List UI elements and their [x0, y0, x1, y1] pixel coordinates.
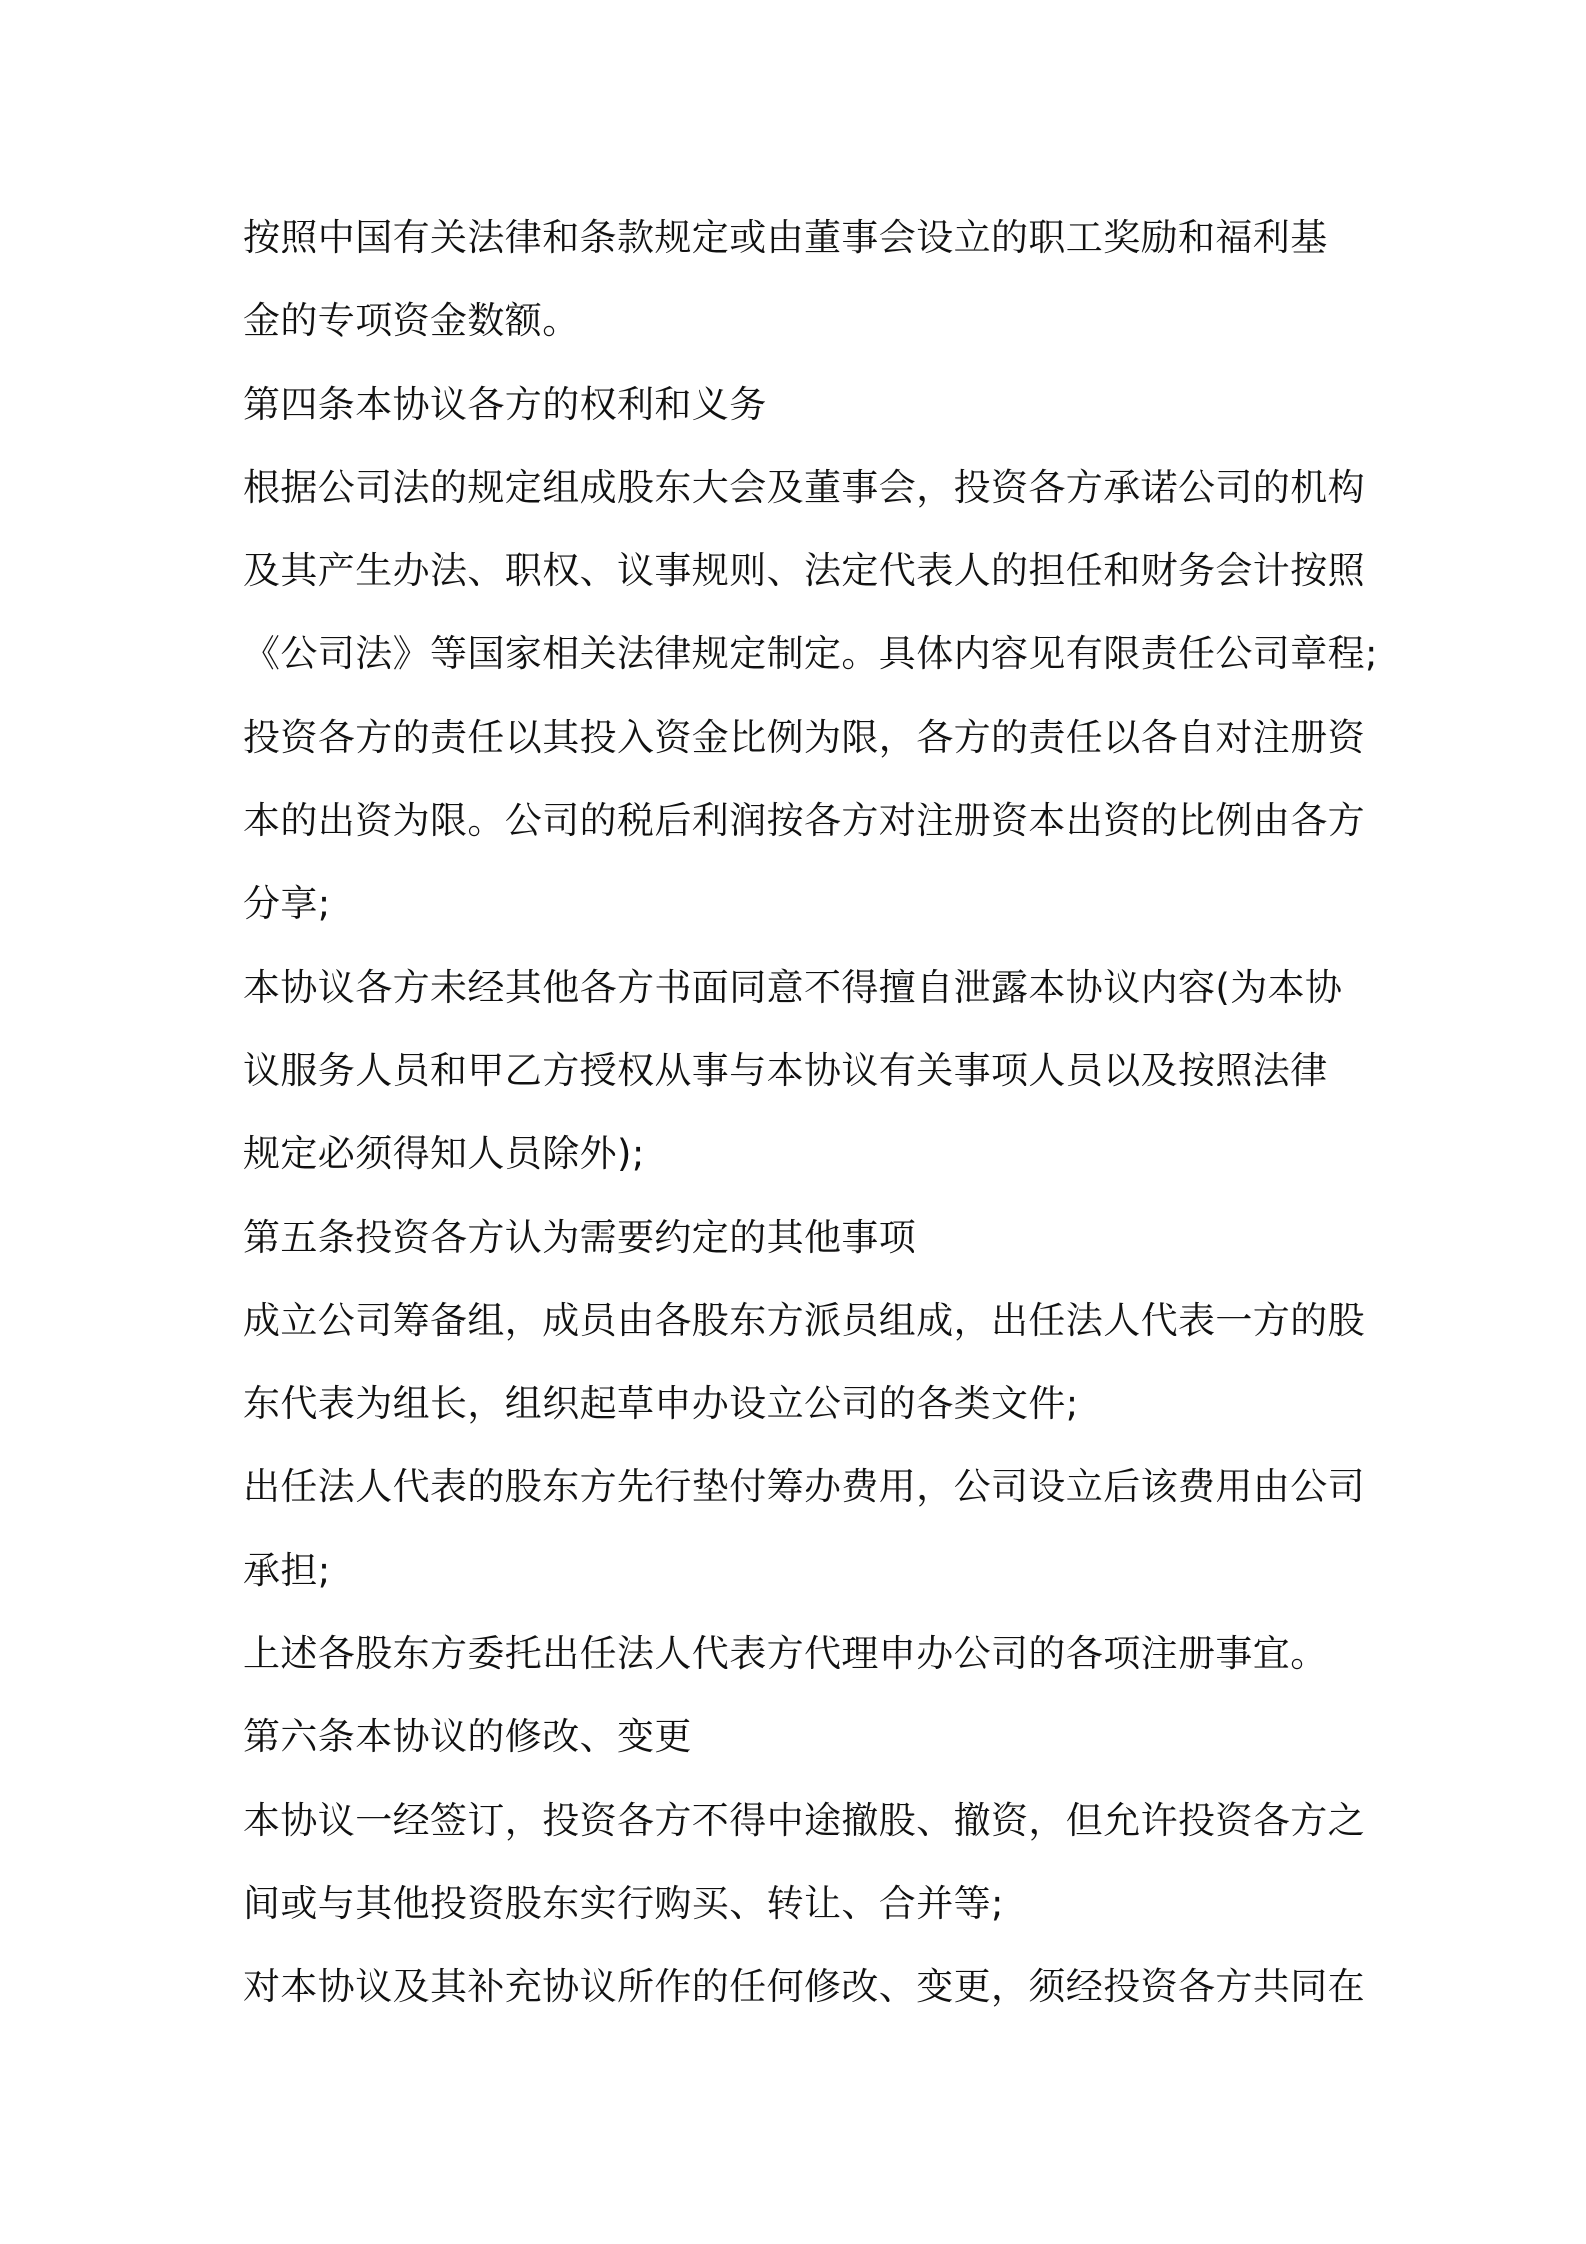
- text-line: 根据公司法的规定组成股东大会及董事会，投资各方承诺公司的机构: [243, 465, 1365, 509]
- text-line: 出任法人代表的股东方先行垫付筹办费用，公司设立后该费用由公司: [243, 1465, 1365, 1509]
- text-line: 间或与其他投资股东实行购买、转让、合并等;: [243, 1881, 1004, 1925]
- text-line: 本的出资为限。公司的税后利润按各方对注册资本出资的比例由各方: [243, 799, 1365, 843]
- text-line: 成立公司筹备组，成员由各股东方派员组成，出任法人代表一方的股: [243, 1298, 1365, 1342]
- text-line: 议服务人员和甲乙方授权从事与本协议有关事项人员以及按照法律: [243, 1048, 1328, 1092]
- section-heading: 第五条投资各方认为需要约定的其他事项: [243, 1215, 917, 1259]
- text-line: 投资各方的责任以其投入资金比例为限，各方的责任以各自对注册资: [243, 715, 1365, 759]
- text-line: 承担;: [243, 1548, 331, 1592]
- text-line: 对本协议及其补充协议所作的任何修改、变更，须经投资各方共同在: [243, 1965, 1365, 2009]
- text-line: 按照中国有关法律和条款规定或由董事会设立的职工奖励和福利基: [243, 216, 1328, 259]
- section-heading: 第六条本协议的修改、变更: [243, 1715, 692, 1759]
- text-line: 及其产生办法、职权、议事规则、法定代表人的担任和财务会计按照: [243, 549, 1365, 593]
- text-line: 东代表为组长，组织起草申办设立公司的各类文件;: [243, 1382, 1079, 1426]
- text-line: 上述各股东方委托出任法人代表方代理申办公司的各项注册事宜。: [243, 1632, 1328, 1676]
- text-line: 金的专项资金数额。: [243, 299, 580, 343]
- text-line: 本协议各方未经其他各方书面同意不得擅自泄露本协议内容(为本协: [243, 965, 1343, 1009]
- text-line: 分享;: [243, 882, 331, 926]
- text-line: 规定必须得知人员除外);: [243, 1132, 645, 1176]
- document-body: [243, 196, 1378, 2029]
- text-line: 《公司法》等国家相关法律规定制定。具体内容见有限责任公司章程;: [243, 632, 1378, 676]
- text-line: 本协议一经签订，投资各方不得中途撤股、撤资，但允许投资各方之: [243, 1798, 1365, 1842]
- section-heading: 第四条本协议各方的权利和义务: [243, 382, 767, 426]
